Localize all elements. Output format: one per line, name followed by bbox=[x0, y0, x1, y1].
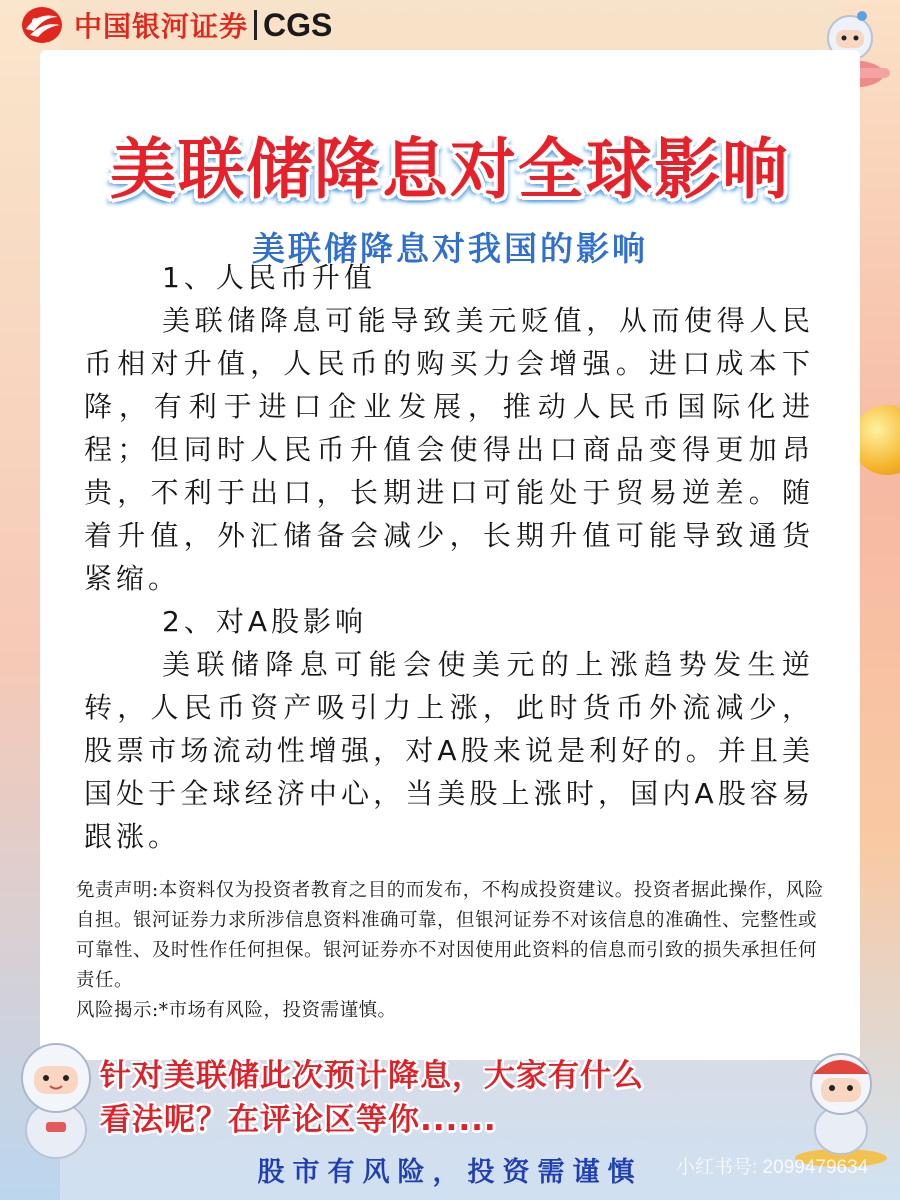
section-heading-ashare: 2、对A股影响 bbox=[162, 605, 367, 638]
discussion-prompt bbox=[100, 1054, 790, 1142]
article-body bbox=[84, 256, 814, 858]
section-body-ashare: 美联储降息可能会使美元的上涨趋势发生逆转，人民币资产吸引力上涨，此时货币外流减少，股票市场流动性增强，对A股来说是利好的。并且美国处于全球经济中心，当美股上涨时，国内A股容易跟涨。 bbox=[84, 648, 814, 853]
section-heading-rmb: 1、人民币升值 bbox=[162, 261, 376, 294]
watermark-text: 小红书号: 2099479634 bbox=[676, 1157, 869, 1178]
discussion-prompt-line-1: 针对美联储此次预计降息，大家有什么 bbox=[100, 1058, 644, 1094]
brand-header bbox=[20, 4, 332, 46]
page-subtitle: 美联储降息对我国的影响 bbox=[252, 229, 648, 269]
disclaimer-statement: 免责声明:本资料仅为投资者教育之目的而发布，不构成投资建议。投资者据此操作，风险自担。银河证券力求所涉信息资料准确可靠，但银河证券不对该信息的准确性、完整性或可靠性、及时性作任何担保。银河证券亦不对因使用此资料的信息而引致的损失承担任何责任。 bbox=[76, 880, 824, 991]
brand-divider bbox=[254, 10, 257, 40]
section-body-rmb: 美联储降息可能导致美元贬值，从而使得人民币相对升值，人民币的购买力会增强。进口成本下降，有利于进口企业发展，推动人民币国际化进程；但同时人民币升值会使得出口商品变得更加昂贵，不利于出口，长期进口可能处于贸易逆差。随着升值，外汇储备会减少，长期升值可能导致通货紧缩。 bbox=[84, 304, 814, 595]
discussion-prompt-line-2: 看法呢？在评论区等你...... bbox=[100, 1102, 497, 1138]
brand-name-en: CGS bbox=[263, 6, 333, 43]
galaxy-securities-logo-icon bbox=[20, 5, 64, 45]
footer-risk-slogan: 股市有风险，投资需谨慎 bbox=[257, 1157, 643, 1188]
disclaimer-block bbox=[76, 876, 830, 1026]
brand-name-cn: 中国银河证券 bbox=[74, 10, 249, 43]
astronaut-mascot-icon bbox=[6, 1030, 106, 1160]
risk-notice: 风险揭示:*市场有风险，投资需谨慎。 bbox=[76, 1000, 397, 1021]
page-title: 美联储降息对全球影响 bbox=[110, 131, 790, 209]
